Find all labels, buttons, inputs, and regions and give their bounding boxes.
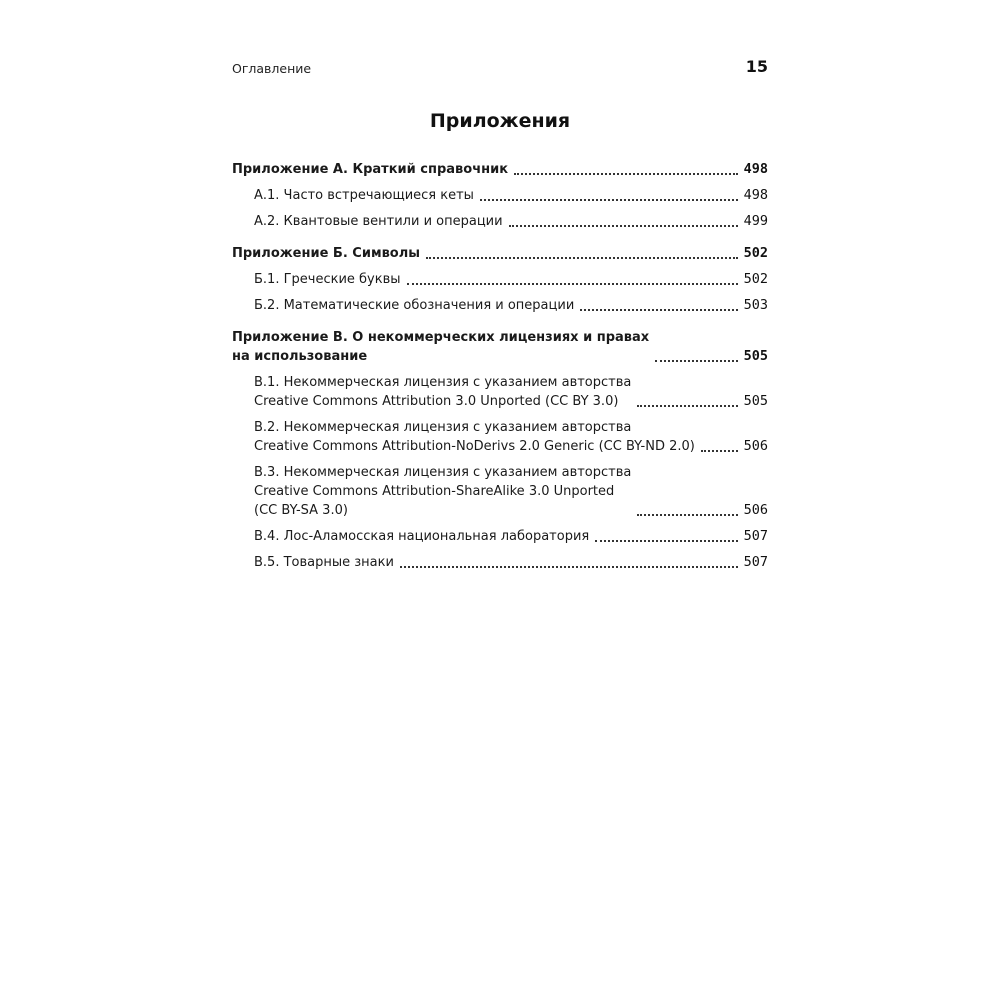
table-of-contents — [232, 160, 768, 585]
toc-entry-page: 503 — [743, 297, 768, 313]
toc-entry-subsection[interactable] — [232, 553, 768, 572]
toc-entry-title: А.2. Квантовые вентили и операции — [254, 214, 503, 229]
toc-entry-subsection[interactable] — [232, 527, 768, 546]
toc-entry-title: В.4. Лос-Аламосская национальная лаборатория — [254, 529, 590, 544]
toc-entry-title: Приложение В. О некоммерческих лицензиях и правах на использование — [232, 330, 650, 364]
dot-leader — [400, 565, 738, 568]
running-head — [232, 57, 768, 79]
dot-leader — [701, 449, 738, 452]
dot-leader — [655, 359, 737, 362]
toc-entry-page: 498 — [743, 187, 768, 203]
toc-entry-subsection[interactable] — [232, 373, 768, 411]
dot-leader — [407, 282, 738, 285]
dot-leader — [580, 308, 737, 311]
toc-group — [232, 160, 768, 231]
toc-entry-subsection[interactable] — [232, 186, 768, 205]
toc-entry-page: 507 — [743, 528, 768, 544]
toc-entry-title: А.1. Часто встречающиеся кеты — [254, 188, 474, 203]
toc-group — [232, 244, 768, 315]
toc-entry-page: 502 — [743, 245, 768, 261]
toc-entry-title: В.2. Некоммерческая лицензия с указанием авторства Creative Commons Attribution-NoDerivs 2.0 Generic (CC BY-ND 2.0) — [254, 420, 695, 454]
dot-leader — [480, 198, 738, 201]
dot-leader — [637, 513, 737, 516]
page-number: 15 — [745, 57, 768, 76]
section-title: Приложения — [429, 110, 571, 132]
toc-entry-appendix[interactable] — [232, 160, 768, 179]
toc-entry-page: 506 — [743, 438, 768, 454]
dot-leader — [509, 224, 738, 227]
toc-entry-page: 507 — [743, 554, 768, 570]
toc-entry-page: 506 — [743, 502, 768, 518]
toc-entry-appendix[interactable] — [232, 244, 768, 263]
toc-entry-page: 505 — [743, 393, 768, 409]
toc-entry-appendix[interactable] — [232, 328, 768, 366]
toc-entry-subsection[interactable] — [232, 296, 768, 315]
toc-entry-title: Приложение А. Краткий справочник — [232, 162, 509, 177]
dot-leader — [514, 172, 738, 175]
toc-entry-page: 505 — [743, 348, 768, 364]
toc-entry-subsection[interactable] — [232, 463, 768, 520]
toc-entry-title: Приложение Б. Символы — [232, 246, 421, 261]
dot-leader — [637, 404, 737, 407]
toc-entry-title: Б.1. Греческие буквы — [254, 272, 401, 287]
toc-entry-subsection[interactable] — [232, 212, 768, 231]
toc-entry-subsection[interactable] — [232, 270, 768, 289]
toc-group — [232, 328, 768, 572]
toc-entry-page: 502 — [743, 271, 768, 287]
toc-entry-subsection[interactable] — [232, 418, 768, 456]
dot-leader — [595, 539, 737, 542]
running-title: Оглавление — [232, 61, 312, 76]
toc-entry-title: Б.2. Математические обозначения и операции — [254, 298, 575, 313]
toc-entry-page: 498 — [743, 161, 768, 177]
dot-leader — [426, 256, 738, 259]
toc-entry-title: В.1. Некоммерческая лицензия с указанием авторства Creative Commons Attribution 3.0 Unported (CC BY 3.0) — [254, 375, 632, 409]
toc-entry-page: 499 — [743, 213, 768, 229]
toc-entry-title: В.5. Товарные знаки — [254, 555, 394, 570]
toc-entry-title: В.3. Некоммерческая лицензия с указанием авторства Creative Commons Attribution-ShareAlike 3.0 Unported (CC BY-SA 3.0) — [254, 465, 632, 518]
